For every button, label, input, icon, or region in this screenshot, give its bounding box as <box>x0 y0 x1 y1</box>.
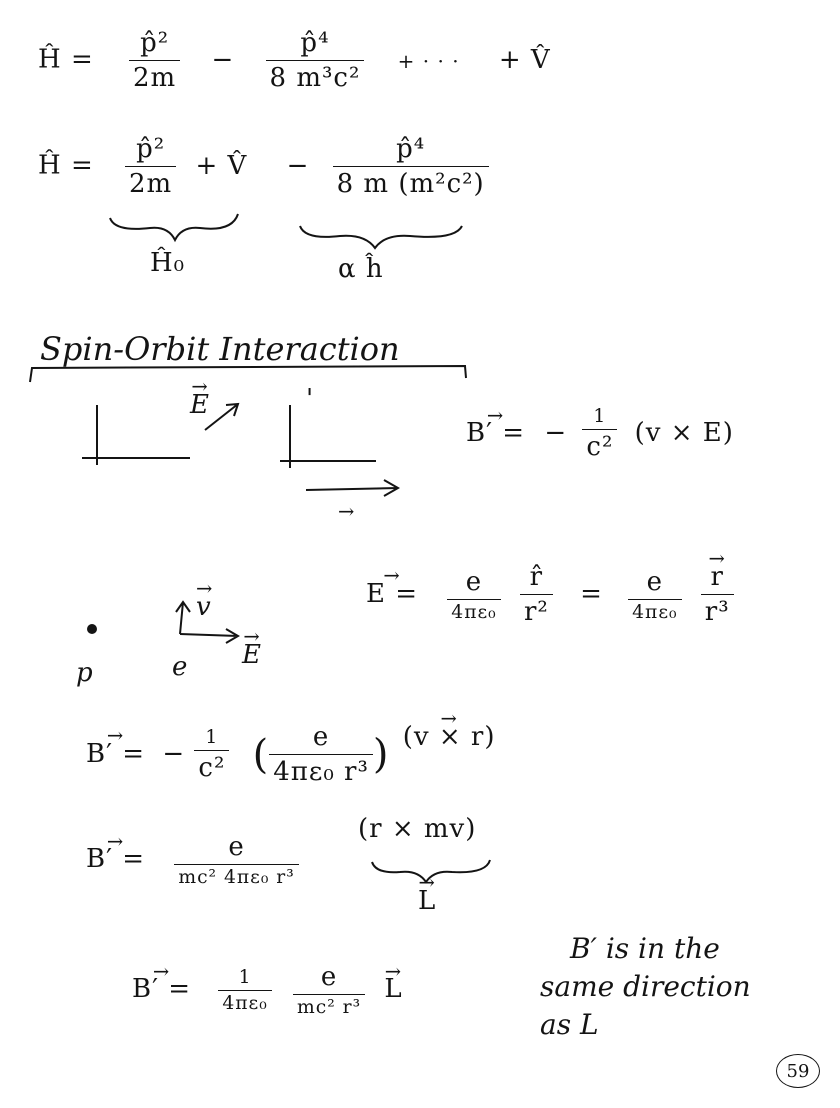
eq1-kinetic-term <box>129 28 180 93</box>
particle-e-label <box>242 640 262 670</box>
e-eq-numerator-3: e <box>646 566 664 597</box>
eq2-kinetic-term <box>125 134 176 199</box>
label-alpha-h: α ĥ <box>338 254 384 284</box>
e-eq-fraction-1 <box>447 567 500 623</box>
note-line-1: B′ is in the <box>570 932 720 965</box>
eq2-lhs: Ĥ = <box>38 150 94 181</box>
direction-note <box>540 930 751 1044</box>
section-heading: Spin-Orbit Interaction <box>40 330 400 368</box>
e-eq-lhs: → E = <box>366 579 418 609</box>
b-prime-lhs: → B′ = <box>466 418 525 448</box>
hamiltonian-equation-2 <box>38 134 489 199</box>
b-eq2-rhs: → (v × r) <box>403 722 496 752</box>
particle-v-label <box>196 592 212 622</box>
b-eq3-rhs: (r × mv) <box>358 814 477 844</box>
e-eq-numerator-4: → r <box>707 562 728 594</box>
b-eq4-fraction-2 <box>293 962 365 1018</box>
e-eq-denominator-2: r² <box>523 597 549 628</box>
b-eq4-denominator-1: 4πε₀ <box>222 992 268 1014</box>
b-eq2-fraction-1 <box>194 727 229 783</box>
e-vector-symbol: → E <box>190 390 210 420</box>
v-vector-arrow <box>176 602 190 634</box>
b-eq3-numerator: e <box>228 832 245 862</box>
eq2-kinetic-denominator: 2m <box>129 169 173 200</box>
eq2-kinetic-numerator: p̂² <box>136 134 166 164</box>
eq1-relativistic-numerator: p̂⁴ <box>300 28 330 58</box>
b-eq2-minus: − <box>162 738 186 769</box>
b-eq2-numerator-1: 1 <box>205 726 219 748</box>
b-prime-equation-4 <box>132 962 403 1018</box>
eq1-kinetic-numerator: p̂² <box>140 28 170 58</box>
b-eq4-numerator-2: e <box>320 962 338 992</box>
label-l <box>418 886 436 916</box>
b-eq4-fraction-1 <box>218 967 271 1014</box>
b-eq2-lhs: → B′ = <box>86 739 145 769</box>
e-vector-arrow <box>180 629 238 643</box>
e-eq-equals: = <box>580 578 603 609</box>
b-prime-minus: − <box>544 418 568 449</box>
frame-prime-mark: ' <box>306 384 315 414</box>
b-eq2-denominator-2: 4πε₀ r³ <box>273 757 369 788</box>
b-eq4-lhs: → B′ = <box>132 974 191 1004</box>
e-eq-numerator-1: e <box>465 566 483 597</box>
note-line-3: as L <box>540 1008 599 1041</box>
b-prime-equation-3 <box>86 832 299 888</box>
e-eq-denominator-3: 4πε₀ <box>632 601 678 623</box>
b-prime-fraction <box>582 406 617 462</box>
proton-label: p <box>76 658 94 688</box>
e-eq-numerator-2: r̂ <box>529 562 544 592</box>
e-eq-fraction-4 <box>701 562 734 627</box>
b-eq3-denominator: mc² 4πε₀ r³ <box>178 867 295 889</box>
e-eq-fraction-3 <box>628 567 681 623</box>
velocity-arrow <box>306 480 398 496</box>
b-prime-rhs: (v × E) <box>634 418 734 449</box>
eq1-relativistic-term <box>266 28 365 93</box>
b-eq4-denominator-2: mc² r³ <box>296 997 362 1019</box>
frame-e-label <box>190 390 210 420</box>
particle-e-symbol: → E <box>242 640 262 670</box>
page-number: 59 <box>776 1054 820 1088</box>
b-eq2-fraction-2 <box>269 722 373 787</box>
e-eq-denominator-1: 4πε₀ <box>451 601 497 623</box>
eq1-relativistic-denominator: 8 m³c² <box>269 63 361 94</box>
particle-v-symbol: → v <box>196 592 212 622</box>
hamiltonian-equation-1 <box>38 28 551 93</box>
e-eq-denominator-4: r³ <box>704 597 730 628</box>
eq1-lhs: Ĥ = <box>38 44 94 75</box>
b-eq2-denominator-1: c² <box>198 752 226 783</box>
eq1-kinetic-denominator: 2m <box>133 63 177 94</box>
b-prime-equation <box>466 406 734 462</box>
eq2-minus: − <box>286 150 310 181</box>
e-eq-fraction-2 <box>520 562 553 627</box>
b-eq3-fraction <box>174 832 298 888</box>
eq2-relativistic-numerator: p̂⁴ <box>396 134 426 164</box>
eq2-relativistic-term <box>333 134 489 199</box>
heading-underline <box>30 366 466 382</box>
b-eq2-numerator-2: e <box>312 722 330 752</box>
underbrace-h0 <box>110 214 238 240</box>
b-eq3-lhs: → B′ = <box>86 844 145 874</box>
electric-field-equation <box>366 562 734 627</box>
b-eq4-l: → L <box>384 974 402 1004</box>
eq2-relativistic-denominator: 8 m (m²c²) <box>336 169 485 200</box>
b-prime-equation-2: → B′ = − $\frac{1}{\text{c²}}$ ( $\frac{e}{\text{4πε₀ r³}}$ ) → (v × r) <box>86 722 495 787</box>
proton-dot <box>87 624 97 634</box>
eq1-dots: + · · · <box>397 48 460 73</box>
b-prime-numerator: 1 <box>593 406 607 427</box>
electron-label: e <box>172 652 189 682</box>
eq1-minus: − <box>211 44 235 75</box>
label-h0: Ĥ₀ <box>150 248 186 278</box>
underbrace-alpha-h <box>300 226 462 248</box>
b-eq4-numerator-1: 1 <box>238 966 252 988</box>
eq2-potential: + V̂ <box>195 150 248 181</box>
b-prime-denominator: c² <box>586 432 614 463</box>
note-line-2: same direction <box>540 970 751 1003</box>
l-vector-symbol: → L <box>418 886 436 916</box>
eq1-potential: + V̂ <box>498 44 551 75</box>
